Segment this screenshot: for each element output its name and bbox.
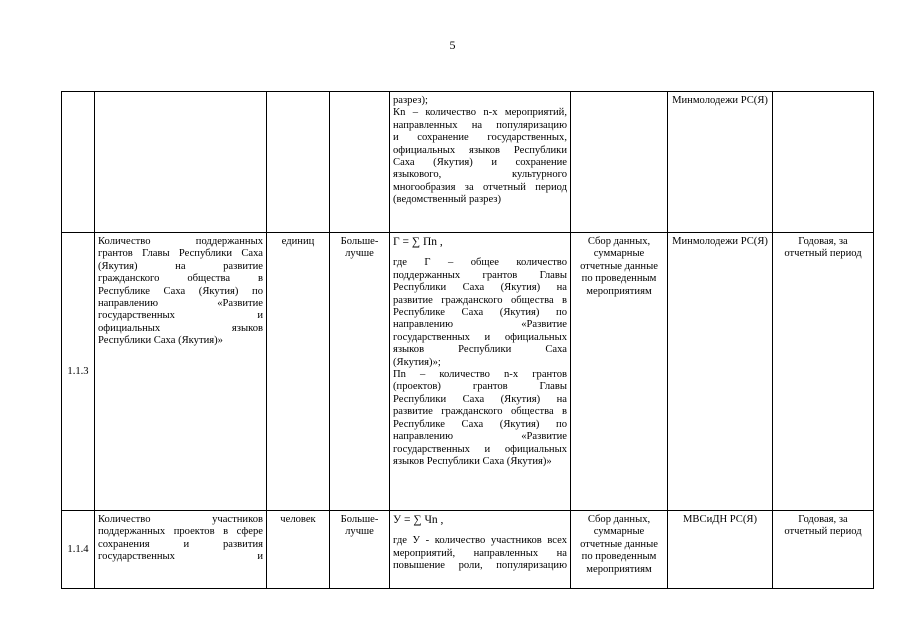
indicator-name	[95, 92, 267, 233]
formula: У = ∑ Чn ,	[393, 514, 444, 526]
period-cell: Годовая, за отчетный период	[773, 233, 874, 511]
table-row	[62, 233, 874, 511]
indicator-name: Количество участников поддержанных проектов в сфере сохранения и развития государственных и	[95, 511, 267, 589]
trend-cell	[330, 92, 390, 233]
indicator-name: Количество поддержанных грантов Главы Республики Саха (Якутия) на развитие гражданского общества в Республике Саха (Якутия) по направлению «Развитие государственных и официальных языков Республики Саха (Якутия)»	[95, 233, 267, 511]
trend-cell: Больше-лучше	[330, 511, 390, 589]
source-cell	[571, 92, 668, 233]
row-number: 1.1.4	[62, 511, 95, 589]
page-number: 5	[449, 38, 456, 52]
responsible-cell: Минмолодежи РС(Я)	[668, 92, 773, 233]
unit-cell: единиц	[267, 233, 330, 511]
period-cell	[773, 92, 874, 233]
source-cell: Сбор данных, суммарные отчетные данные по проведенным мероприятиям	[571, 511, 668, 589]
method-cell: разрез); Кn – количество n-х мероприятий, направленных на популяризацию и сохранение государственных, официальных языков Республики Саха (Якутия) и сохранение языкового, культурного многообразия за отчетный период (ведомственный разрез)	[390, 92, 571, 233]
period-cell: Годовая, за отчетный период	[773, 511, 874, 589]
table-row	[62, 92, 874, 233]
table-row	[62, 511, 874, 589]
responsible-cell: МВСиДН РС(Я)	[668, 511, 773, 589]
row-number	[62, 92, 95, 233]
row-number: 1.1.3	[62, 233, 95, 511]
source-cell: Сбор данных, суммарные отчетные данные по проведенным мероприятиям	[571, 233, 668, 511]
unit-cell	[267, 92, 330, 233]
method-cell: Г = ∑ Пn , где Г – общее количество поддержанных грантов Главы Республики Саха (Якутия) на развитие гражданского общества в Республике Саха (Якутия) по направлению «Развитие государственных и официальных языков Республики Саха (Якутия)»; Пn – количество n-х грантов (проектов) грантов Главы Республики Саха (Якутия) на развитие гражданского общества в Республике Саха (Якутия) по направлению «Развитие государственных и официальных языков Республики Саха (Якутия)»	[390, 233, 571, 511]
formula: Г = ∑ Пn ,	[393, 236, 443, 248]
unit-cell: человек	[267, 511, 330, 589]
trend-cell: Больше-лучше	[330, 233, 390, 511]
method-cell: У = ∑ Чn , где У - количество участников всех мероприятий, направленных на повышение роли, популяризацию	[390, 511, 571, 589]
indicators-table	[61, 91, 874, 589]
responsible-cell: Минмолодежи РС(Я)	[668, 233, 773, 511]
